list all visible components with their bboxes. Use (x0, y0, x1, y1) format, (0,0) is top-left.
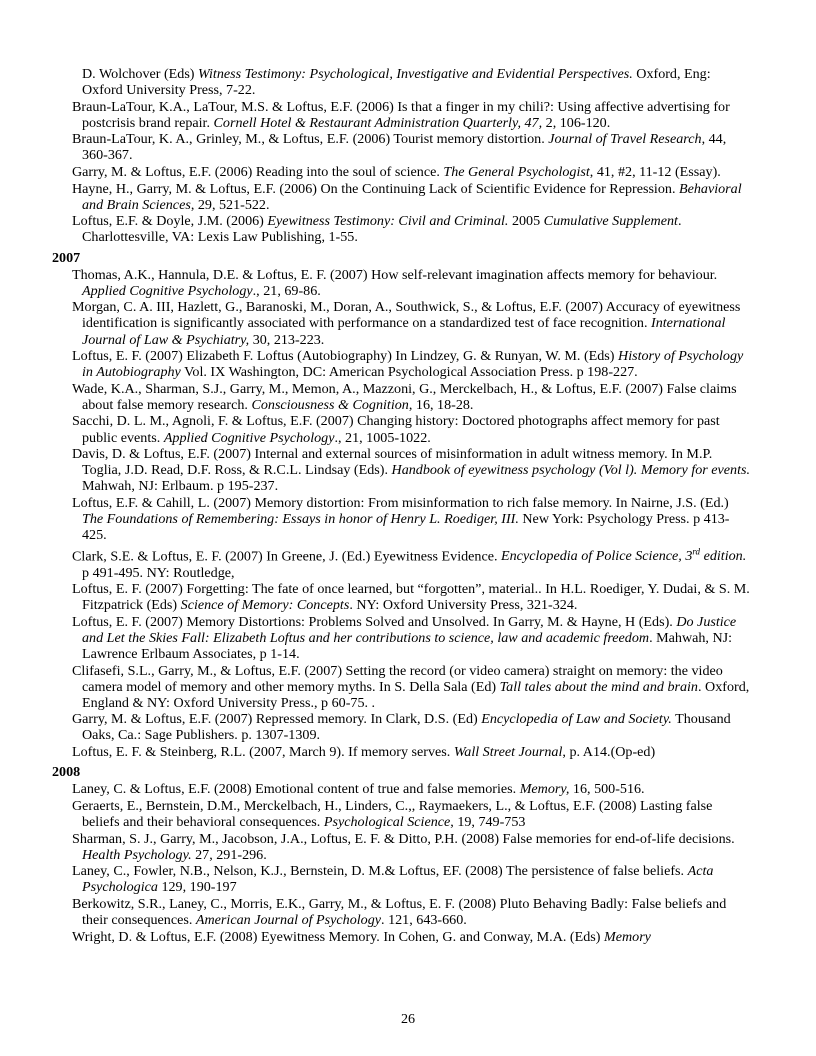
reference-italic-text: Behavioral and Brain Sciences (82, 180, 742, 213)
reference-entry (72, 66, 752, 98)
reference-text: Loftus, E.F. & Doyle, J.M. (2006) (72, 213, 268, 230)
reference-italic-text: International Journal of Law & Psychiatry, (82, 315, 726, 348)
reference-list (52, 66, 752, 945)
reference-text: Thomas, A.K., Hannula, D.E. & Loftus, E. F. (2007) How self-relevant imagination affects memory for behaviour. (72, 266, 718, 283)
reference-entry (72, 711, 752, 743)
reference-entry (72, 798, 752, 830)
reference-text: D. Wolchover (Eds) (82, 66, 199, 82)
reference-text: , 29, 521-522. (190, 196, 270, 213)
reference-entry (72, 544, 752, 581)
reference-text: Loftus, E. F. & Steinberg, R.L. (2007, March 9). If memory serves. (72, 744, 454, 761)
reference-text: . Charlottesville, VA: Lexis Law Publishing, 1-55. (82, 213, 682, 246)
reference-italic-text: The General Psychologist (443, 164, 590, 181)
reference-text: Loftus, E. F. (2007) Memory Distortions: Problems Solved and Unsolved. In Garry, M. & Hayne, H (Eds). (72, 613, 677, 630)
reference-entry (72, 831, 752, 863)
reference-text: Thousand Oaks, Ca.: Sage Publishers. p. 1307-1309. (82, 711, 731, 744)
reference-text: , 19, 749-753 (450, 813, 526, 830)
reference-text: 30, 213-223. (249, 331, 325, 348)
reference-entry (72, 381, 752, 413)
page-number: 26 (400, 1011, 416, 1027)
reference-text: . Oxford, England & NY: Oxford University Press., p 60-75. . (82, 678, 750, 711)
year-heading: 2007 (52, 249, 81, 266)
reference-entry (72, 614, 752, 662)
reference-italic-text: History of Psychology in Autobiography (82, 348, 744, 381)
reference-text: Sharman, S. J., Garry, M., Jacobson, J.A., Loftus, E. F. & Ditto, P.H. (2008) False memories for end-of-life decisions. (72, 830, 735, 847)
reference-italic-text: Encyclopedia of Police Science, 3rd edition. (501, 546, 747, 565)
reference-italic-text: Memory (603, 928, 651, 945)
reference-italic-text: Tall tales about the mind and brain (499, 678, 698, 695)
reference-italic-text: American Journal of Psychology (195, 911, 382, 928)
reference-text: 27, 291-296. (191, 846, 267, 863)
reference-text: Morgan, C. A. III, Hazlett, G., Baranoski, M., Doran, A., Southwick, S., & Loftus, E.F. (2007) Accuracy of eyewitness identification is significantly associated with performance on a standardized test of face recognition. (72, 299, 741, 332)
reference-italic-text: Cornell Hotel & Restaurant Administration Quarterly, 47, (213, 114, 543, 131)
reference-italic-text: The Foundations of Remembering: Essays in honor of Henry L. Roediger, III. (82, 511, 519, 528)
reference-text: Loftus, E. F. (2007) Forgetting: The fate of once learned, but “forgotten”, material.. In H.L. Roediger, Y. Dudai, & S. M. Fitzpatrick (Eds) (72, 581, 750, 614)
reference-italic-text: Psychological Science (323, 813, 451, 830)
reference-text: Berkowitz, S.R., Laney, C., Morris, E.K., Garry, M., & Loftus, E. F. (2008) Pluto Behaving Badly: False beliefs and their consequences. (72, 895, 727, 928)
reference-entry (72, 863, 752, 895)
reference-text: ., 21, 69-86. (252, 282, 321, 299)
reference-italic-text: Eyewitness Testimony: Civil and Criminal. (267, 213, 509, 230)
reference-text: Laney, C. & Loftus, E.F. (2008) Emotional content of true and false memories. (72, 781, 520, 798)
reference-entry (72, 929, 752, 945)
year-heading: 2008 (52, 764, 81, 781)
reference-text: Loftus, E. F. (2007) Elizabeth F. Loftus (Autobiography) In Lindzey, G. & Runyan, W. M. (Eds) (72, 348, 619, 365)
reference-text: Braun-LaTour, K.A., LaTour, M.S. & Loftus, E.F. (2006) Is that a finger in my chili?: Using affective advertising for postcrisis brand repair. (72, 98, 730, 131)
reference-entry (72, 495, 752, 543)
reference-text: Wade, K.A., Sharman, S.J., Garry, M., Memon, A., Mazzoni, G., Merckelbach, H., & Loftus, E.F. (2007) False claims about false memory research. (72, 380, 737, 413)
reference-text: 129, 190-197 (157, 879, 237, 896)
reference-entry (72, 181, 752, 213)
reference-italic-text: Do Justice and Let the Skies Fall: Elizabeth Loftus and her contributions to science, law and academic freedom (82, 613, 737, 646)
reference-entry (72, 581, 752, 613)
reference-text: . NY: Oxford University Press, 321-324. (349, 597, 578, 614)
reference-entry (72, 896, 752, 928)
reference-text: Davis, D. & Loftus, E.F. (2007) Internal and external sources of misinformation in adult witness memory. In M.P. Toglia, J.D. Read, D.F. Ross, & R.C.L. Lindsay (Eds). (72, 446, 713, 479)
reference-italic-text: Cumulative Supplement (543, 213, 678, 230)
reference-entry (72, 744, 752, 760)
reference-text: . 121, 643-660. (381, 911, 467, 928)
reference-entry (72, 446, 752, 494)
reference-entry (72, 348, 752, 380)
reference-italic-text: Acta Psychologica (82, 863, 714, 896)
reference-text: , 41, #2, 11-12 (Essay). (589, 164, 721, 181)
reference-text: New York: Psychology Press. p 413-425. (82, 511, 730, 544)
reference-text: Clifasefi, S.L., Garry, M., & Loftus, E.F. (2007) Setting the record (or video camera) straight on memory: the video camera model of memory and other memory myths. In S. Della Sala (Ed) (72, 662, 723, 695)
reference-italic-text: Wall Street Journal (453, 744, 563, 761)
reference-text: Geraerts, E., Bernstein, D.M., Merckelbach, H., Linders, C.,, Raymaekers, L., & Loftus, E.F. (2008) Lasting false beliefs and their behavioral consequences. (72, 797, 713, 830)
reference-entry (72, 131, 752, 163)
reference-text: Loftus, E.F. & Cahill, L. (2007) Memory distortion: From misinformation to rich false memory. In Nairne, J.S. (Ed.) (72, 494, 729, 511)
reference-text: Laney, C., Fowler, N.B., Nelson, K.J., Bernstein, D. M.& Loftus, EF. (2008) The persistence of false beliefs. (72, 863, 688, 880)
reference-text: 16, 500-516. (569, 781, 645, 798)
reference-italic-text: Applied Cognitive Psychology (82, 282, 253, 299)
reference-text: ., 21, 1005-1022. (334, 429, 431, 446)
reference-italic-text: Witness Testimony: Psychological, Investigative and Evidential Perspectives. (198, 66, 633, 82)
reference-italic-text: Journal of Travel Research (548, 131, 702, 148)
reference-entry (72, 164, 752, 180)
reference-entry (72, 663, 752, 711)
reference-text: p 491-495. NY: Routledge, (82, 564, 235, 581)
reference-italic-text: Handbook of eyewitness psychology (Vol l). Memory for events. (391, 462, 751, 479)
reference-entry (72, 213, 752, 245)
reference-text: Sacchi, D. L. M., Agnoli, F. & Loftus, E.F. (2007) Changing history: Doctored photographs affect memory for past public events. (72, 413, 720, 446)
reference-entry (72, 299, 752, 347)
reference-text: 2, 106-120. (542, 114, 611, 131)
reference-text: , 44, 360-367. (82, 131, 727, 164)
reference-text: Wright, D. & Loftus, E.F. (2008) Eyewitness Memory. In Cohen, G. and Conway, M.A. (Eds) (72, 928, 604, 945)
reference-text: , p. A14.(Op-ed) (562, 744, 656, 761)
reference-italic-text: Science of Memory: Concepts (180, 597, 350, 614)
reference-text: Garry, M. & Loftus, E.F. (2007) Repressed memory. In Clark, D.S. (Ed) (72, 711, 482, 728)
reference-italic-text: Consciousness & Cognition (251, 396, 409, 413)
reference-text: Oxford, Eng: Oxford University Press, 7-22. (82, 66, 711, 99)
reference-text: Mahwah, NJ: Erlbaum. p 195-237. (82, 478, 279, 495)
reference-entry (72, 99, 752, 131)
reference-text: Hayne, H., Garry, M. & Loftus, E.F. (2006) On the Continuing Lack of Scientific Evidence for Repression. (72, 180, 679, 197)
reference-entry (72, 781, 752, 797)
reference-text: Braun-LaTour, K. A., Grinley, M., & Loftus, E.F. (2006) Tourist memory distortion. (72, 131, 549, 148)
reference-text: Clark, S.E. & Loftus, E. F. (2007) In Greene, J. (Ed.) Eyewitness Evidence. (72, 548, 502, 565)
reference-entry (72, 413, 752, 445)
reference-italic-text: Memory, (519, 781, 570, 798)
reference-text: Garry, M. & Loftus, E.F. (2006) Reading into the soul of science. (72, 164, 444, 181)
reference-italic-text: Health Psychology. (82, 846, 192, 863)
reference-italic-text: Encyclopedia of Law and Society. (481, 711, 672, 728)
reference-text: Vol. IX Washington, DC: American Psychological Association Press. p 198-227. (180, 364, 638, 381)
reference-text: 2005 (508, 213, 544, 230)
reference-italic-text: Applied Cognitive Psychology (163, 429, 335, 446)
reference-entry (72, 267, 752, 299)
reference-text: , 16, 18-28. (408, 396, 474, 413)
reference-text: . Mahwah, NJ: Lawrence Erlbaum Associates, p 1-14. (82, 629, 733, 662)
